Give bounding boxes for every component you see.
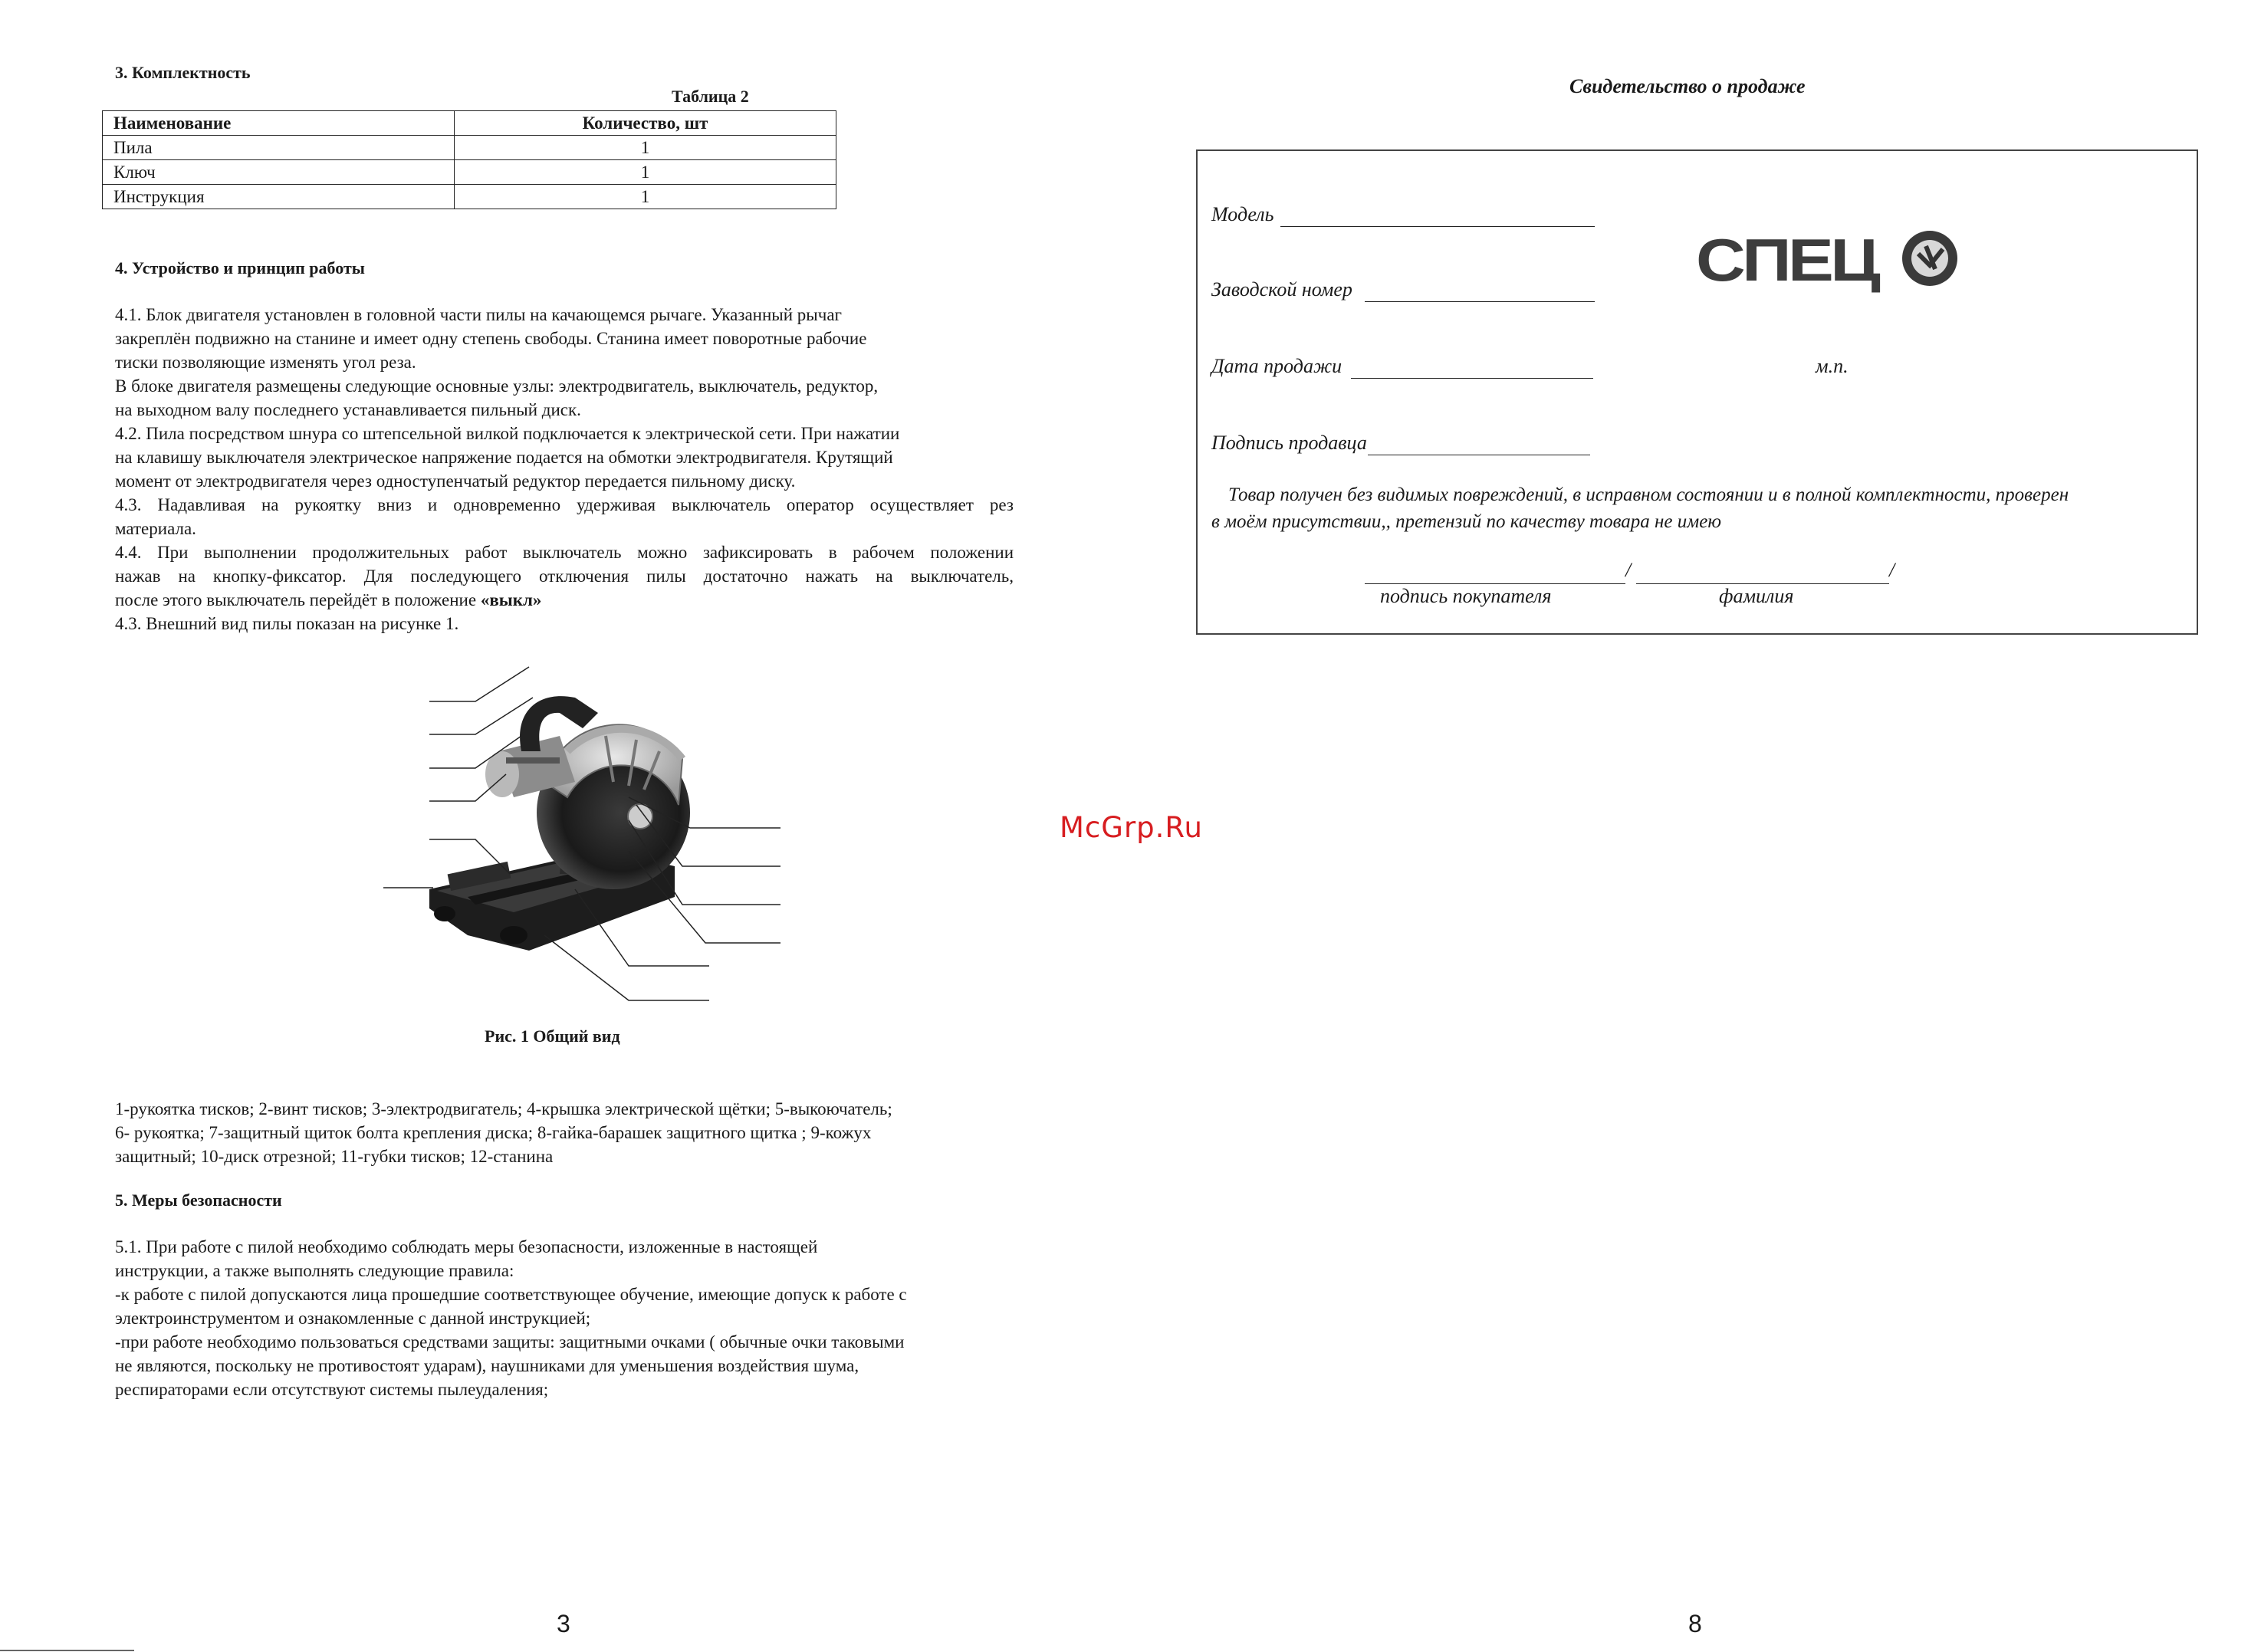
model-field[interactable] — [1280, 226, 1595, 227]
table-row — [103, 185, 836, 209]
model-label: Модель — [1211, 203, 1274, 225]
body-line: на клавишу выключателя электрическое напряжение подается на обмотки электродвигателя. Крутящий — [115, 448, 893, 467]
body-line: не являются, поскольку не противостоят ударам), наушниками для уменьшения воздействия шума, — [115, 1356, 859, 1375]
certificate-title: Свидетельство о продаже — [1569, 75, 1806, 97]
body-line: В блоке двигателя размещены следующие основные узлы: электродвигатель, выключатель, редуктор, — [115, 376, 879, 396]
body-line: 4.3. Внешний вид пилы показан на рисунке 1. — [115, 614, 459, 633]
body-line: нажав на кнопку-фиксатор. Для последующего отключения пилы достаточно нажать на выключатель, — [115, 567, 1014, 586]
body-line: -к работе с пилой допускаются лица прошедшие соответствующее обучение, имеющие допуск к работе с — [115, 1285, 907, 1304]
spec-logo — [1696, 223, 1964, 300]
kit-table — [102, 110, 836, 209]
sale-date-label: Дата продажи — [1211, 355, 1342, 377]
sale-date-field[interactable] — [1351, 378, 1593, 379]
body-line: на выходном валу последнего устанавливается пильный диск. — [115, 400, 581, 419]
footer-divider — [0, 1650, 134, 1651]
body-line: материала. — [115, 519, 196, 538]
figure-caption: Рис. 1 Общий вид — [485, 1026, 620, 1046]
surname-label: фамилия — [1719, 585, 1794, 607]
body-line: 4.4. При выполнении продолжительных работ выключатель можно зафиксировать в рабочем положении — [115, 543, 1014, 562]
body-line-text: после этого выключатель перейдёт в положение — [115, 590, 477, 609]
bold-off-label: «выкл» — [480, 590, 542, 609]
table-header-name: Наименование — [103, 111, 455, 136]
page-number-left: 3 — [557, 1610, 570, 1637]
body-line: 5.1. При работе с пилой необходимо соблюдать меры безопасности, изложенные в настоящей — [115, 1237, 818, 1256]
table-cell-qty: 1 — [455, 185, 836, 209]
body-line: тиски позволяющие изменять угол реза. — [115, 353, 416, 372]
statement-line: Товар получен без видимых повреждений, в исправном состоянии и в полной комплектности, проверен — [1228, 484, 2069, 505]
buyer-sign-field[interactable] — [1365, 583, 1625, 584]
section4-title: 4. Устройство и принцип работы — [115, 258, 365, 278]
statement-line: в моём присутствии,, претензий по качеству товара не имею — [1211, 511, 1721, 532]
table-cell-qty: 1 — [455, 160, 836, 185]
body-line-last — [115, 588, 541, 612]
legend-line: защитный; 10-диск отрезной; 11-губки тисков; 12-станина — [115, 1147, 554, 1166]
body-line: 4.3. Надавливая на рукоятку вниз и одновременно удерживая выключатель оператор осуществляет рез — [115, 495, 1014, 514]
table-header-qty: Количество, шт — [455, 111, 836, 136]
seller-sign-label: Подпись продавца — [1211, 432, 1367, 454]
body-line: -при работе необходимо пользоваться средствами защиты: защитными очками ( обычные очки таковыми — [115, 1332, 905, 1351]
table-cell-qty: 1 — [455, 136, 836, 160]
serial-field[interactable] — [1365, 301, 1595, 302]
body-line: закреплён подвижно на станине и имеет одну степень свободы. Станина имеет поворотные рабочие — [115, 329, 867, 348]
slash-separator: / — [1889, 559, 1895, 581]
watermark: McGrp.Ru — [1060, 811, 1203, 844]
serial-label: Заводской номер — [1211, 278, 1352, 301]
body-line: 4.2. Пила посредством шнура со штепсельной вилкой подключается к электрической сети. При нажатии — [115, 424, 900, 443]
legend-line: 6- рукоятка; 7-защитный щиток болта крепления диска; 8-гайка-барашек защитного щитка ; 9-кожух — [115, 1123, 872, 1142]
legend-line: 1-рукоятка тисков; 2-винт тисков; 3-электродвигатель; 4-крышка электрической щётки; 5-выкоючатель; — [115, 1099, 892, 1118]
table-row — [103, 136, 836, 160]
logo-text: СПЕЦ — [1696, 226, 1878, 294]
table-cell-name: Инструкция — [103, 185, 455, 209]
body-line: электроинструментом и ознакомленные с данной инструкцией; — [115, 1309, 591, 1328]
table-caption: Таблица 2 — [672, 87, 749, 106]
surname-field[interactable] — [1636, 583, 1889, 584]
body-line: 4.1. Блок двигателя установлен в головной части пилы на качающемся рычаге. Указанный рычаг — [115, 305, 842, 324]
section3-title: 3. Комплектность — [115, 63, 251, 82]
stamp-label: м.п. — [1816, 355, 1849, 377]
left-page — [0, 0, 1130, 1652]
table-row — [103, 160, 836, 185]
table-cell-name: Ключ — [103, 160, 455, 185]
page-number-right: 8 — [1688, 1610, 1702, 1637]
slash-separator: / — [1625, 559, 1632, 581]
section5-title: 5. Меры безопасности — [115, 1191, 282, 1210]
body-line: момент от электродвигателя через одноступенчатый редуктор передается пильному диску. — [115, 471, 796, 491]
buyer-sign-label: подпись покупателя — [1380, 585, 1552, 607]
table-cell-name: Пила — [103, 136, 455, 160]
saw-illustration — [376, 644, 805, 1012]
sale-certificate-box — [1196, 149, 2198, 635]
body-line: инструкции, а также выполнять следующие правила: — [115, 1261, 514, 1280]
table-header-row — [103, 111, 836, 136]
body-line: респираторами если отсутствуют системы пылеудаления; — [115, 1380, 549, 1399]
